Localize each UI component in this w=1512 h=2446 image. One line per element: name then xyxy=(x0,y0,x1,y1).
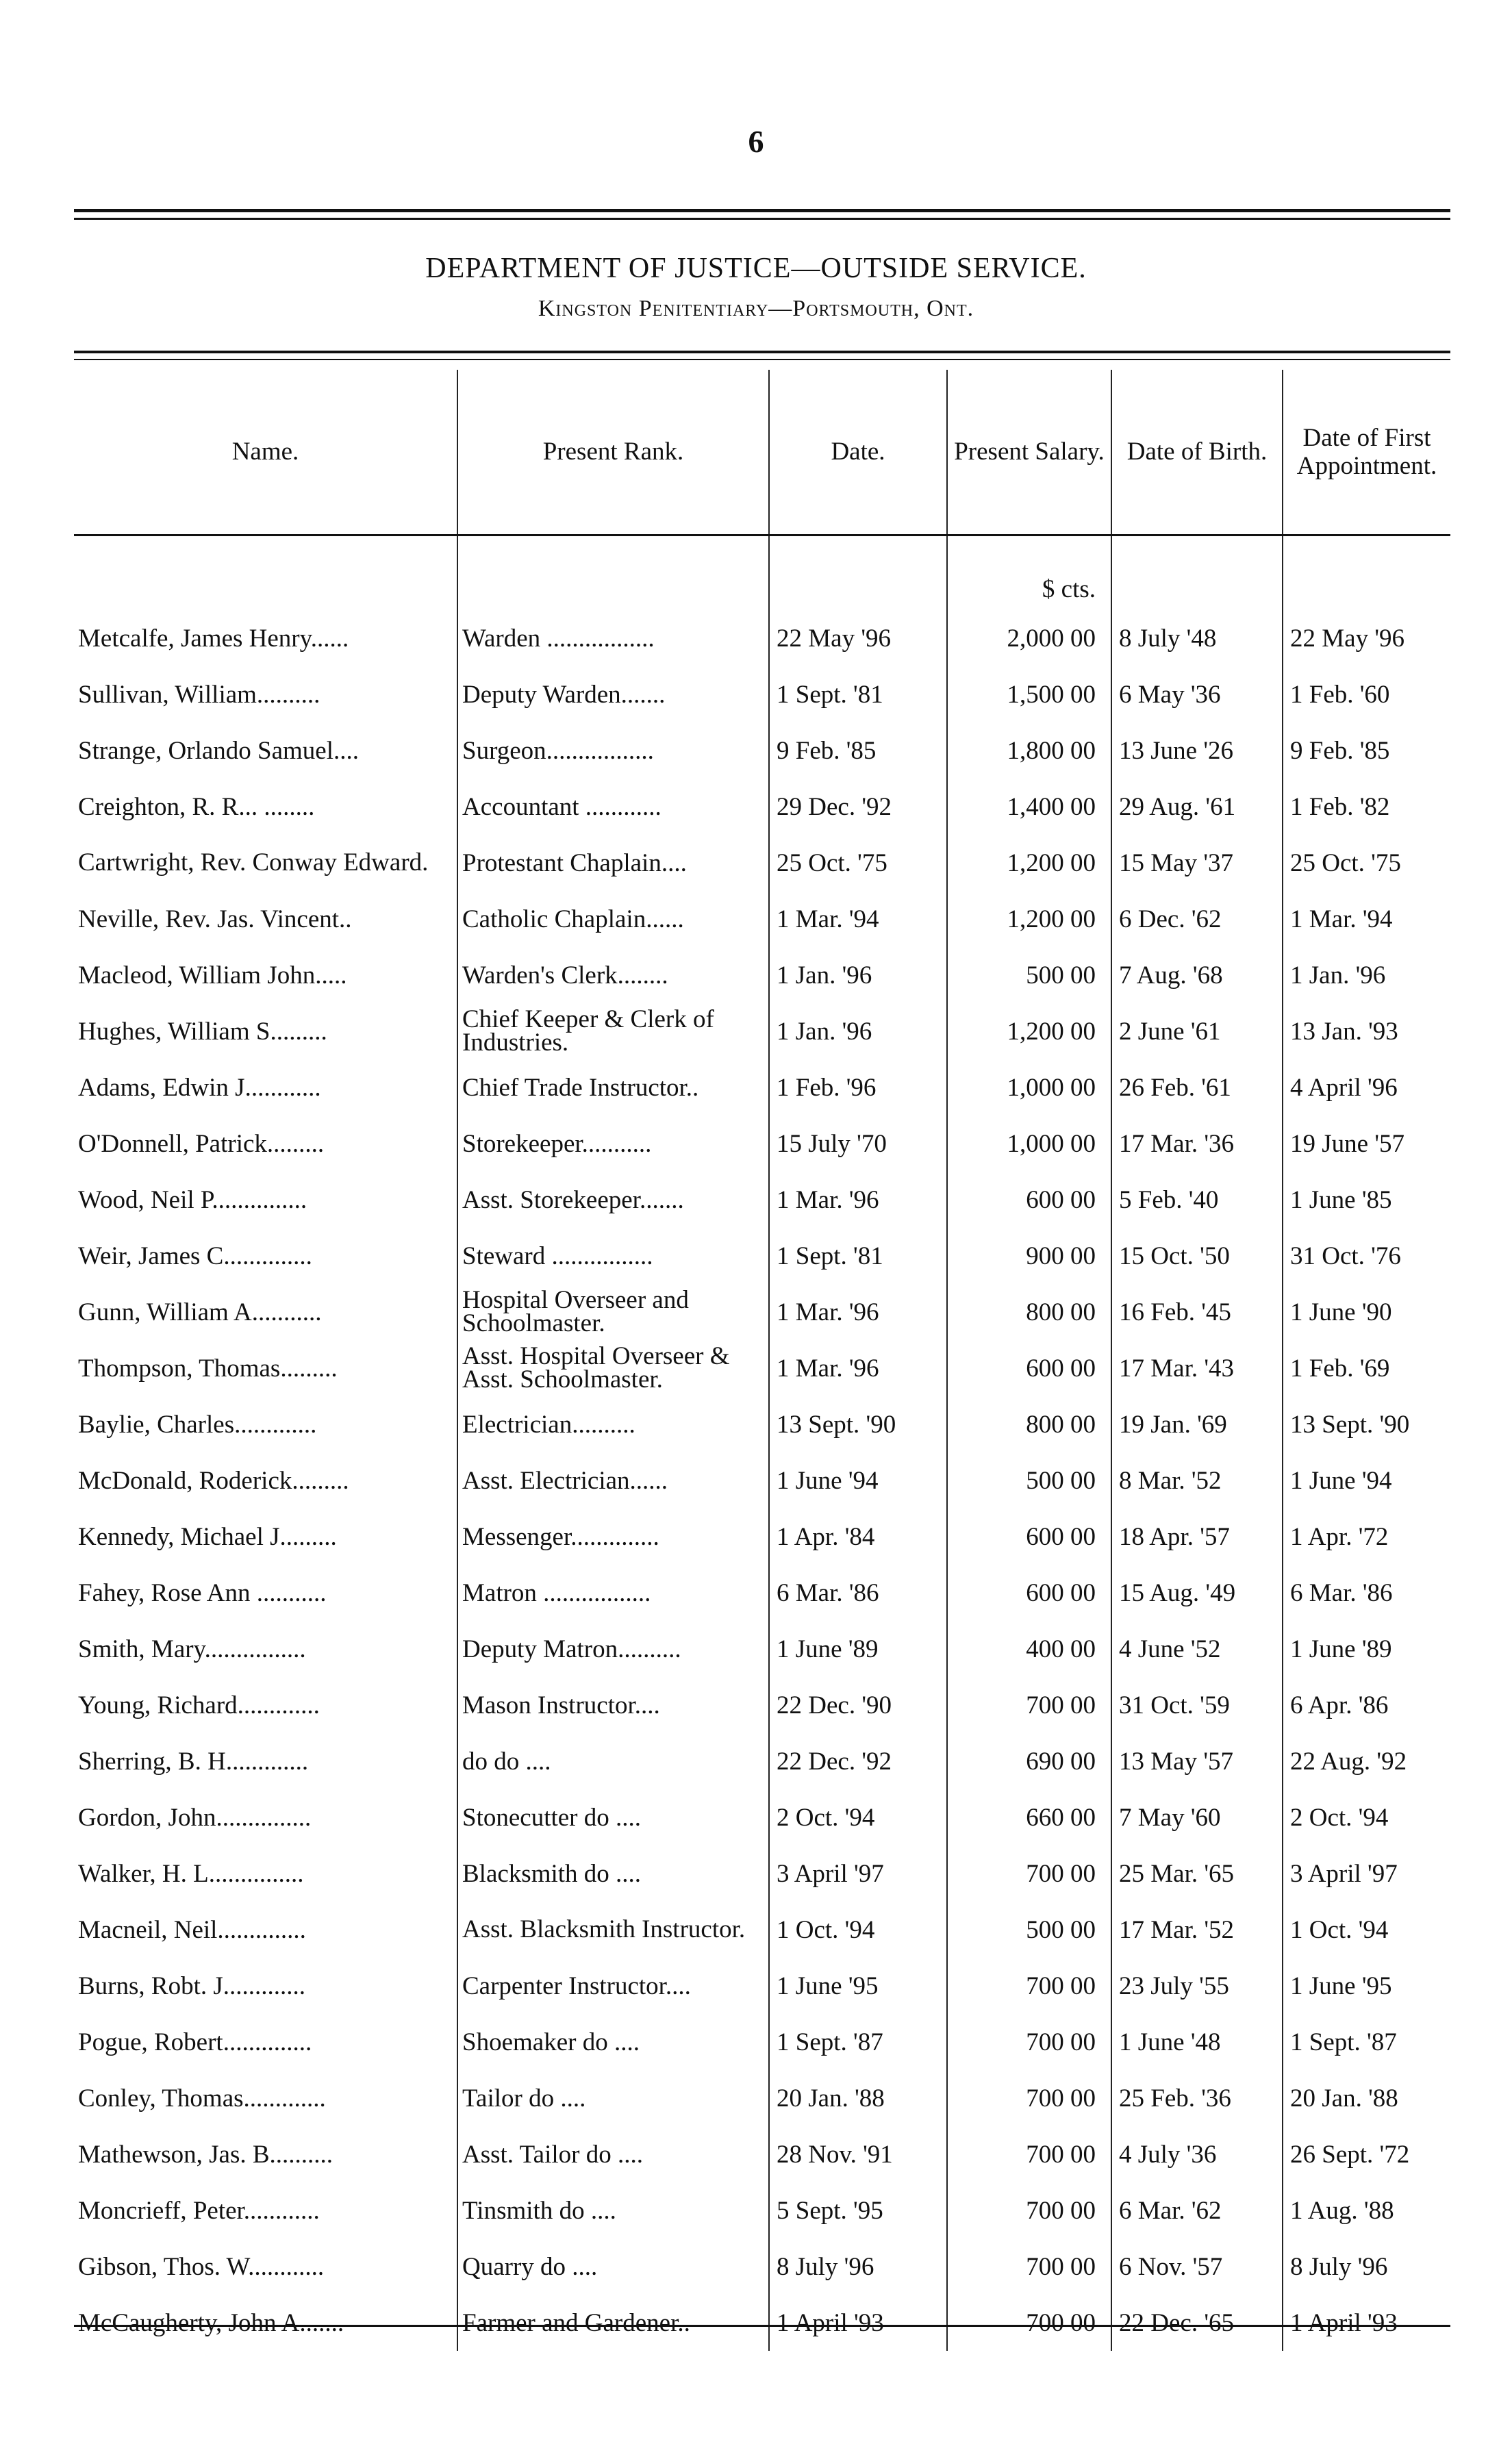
rank-cell: Accountant ............ xyxy=(457,779,769,835)
date-cell: 1 June '95 xyxy=(769,1958,947,2014)
birth-date-cell: 31 Oct. '59 xyxy=(1111,1677,1283,1733)
column-header-rank: Present Rank. xyxy=(457,370,769,535)
salary-cell: 1,000 00 xyxy=(947,1059,1111,1115)
appointment-date-cell: 1 Oct. '94 xyxy=(1283,1902,1450,1958)
rank-cell: Asst. Blacksmith Instructor. xyxy=(457,1902,769,1958)
date-cell: 22 Dec. '92 xyxy=(769,1733,947,1789)
birth-date-cell: 6 Dec. '62 xyxy=(1111,891,1283,947)
column-header-birth: Date of Birth. xyxy=(1111,370,1283,535)
rank-cell: Protestant Chaplain.... xyxy=(457,835,769,891)
table-row xyxy=(74,610,1450,666)
table-row xyxy=(74,1228,1450,1284)
appointment-date-cell: 1 June '94 xyxy=(1283,1452,1450,1509)
rank-cell: Chief Keeper & Clerk of Industries. xyxy=(457,1003,769,1059)
table-row xyxy=(74,1059,1450,1115)
table-row xyxy=(74,1845,1450,1902)
name-cell: Sherring, B. H............. xyxy=(78,1747,309,1776)
birth-date-cell: 19 Jan. '69 xyxy=(1111,1396,1283,1452)
rank-cell: Farmer and Gardener.. xyxy=(457,2295,769,2351)
date-cell: 1 June '89 xyxy=(769,1621,947,1677)
units-spacer xyxy=(1283,535,1450,611)
units-spacer xyxy=(1111,535,1283,611)
table-row xyxy=(74,1509,1450,1565)
table-row xyxy=(74,1115,1450,1172)
rank-cell: Hospital Overseer and Schoolmaster. xyxy=(457,1284,769,1340)
name-cell: McCaugherty, John A....... xyxy=(78,2308,344,2337)
column-header-name: Name. xyxy=(74,370,457,535)
table-row xyxy=(74,1902,1450,1958)
rank-cell: Asst. Hospital Overseer & Asst. Schoolmaster. xyxy=(457,1340,769,1396)
salary-cell: 800 00 xyxy=(947,1284,1111,1340)
date-cell: 28 Nov. '91 xyxy=(769,2126,947,2182)
salary-cell: 700 00 xyxy=(947,2070,1111,2126)
rank-cell: Asst. Storekeeper....... xyxy=(457,1172,769,1228)
appointment-date-cell: 8 July '96 xyxy=(1283,2239,1450,2295)
name-cell: Adams, Edwin J............ xyxy=(78,1073,321,1102)
units-spacer xyxy=(74,535,457,611)
rank-cell: Storekeeper........... xyxy=(457,1115,769,1172)
birth-date-cell: 13 May '57 xyxy=(1111,1733,1283,1789)
appointment-date-cell: 31 Oct. '76 xyxy=(1283,1228,1450,1284)
rank-cell: Warden ................. xyxy=(457,610,769,666)
name-cell: Conley, Thomas............. xyxy=(78,2084,326,2113)
appointment-date-cell: 1 Apr. '72 xyxy=(1283,1509,1450,1565)
name-cell: Young, Richard............. xyxy=(78,1691,320,1719)
birth-date-cell: 7 Aug. '68 xyxy=(1111,947,1283,1003)
rank-cell: Tailor do .... xyxy=(457,2070,769,2126)
name-cell: Gordon, John............... xyxy=(78,1803,312,1832)
table-row xyxy=(74,1172,1450,1228)
appointment-date-cell: 13 Jan. '93 xyxy=(1283,1003,1450,1059)
birth-date-cell: 22 Dec. '65 xyxy=(1111,2295,1283,2351)
page-title: DEPARTMENT OF JUSTICE—OUTSIDE SERVICE. xyxy=(425,253,1087,284)
rank-cell: Chief Trade Instructor.. xyxy=(457,1059,769,1115)
date-cell: 5 Sept. '95 xyxy=(769,2182,947,2239)
date-cell: 13 Sept. '90 xyxy=(769,1396,947,1452)
name-cell: Burns, Robt. J............. xyxy=(78,1971,306,2000)
salary-cell: 1,800 00 xyxy=(947,722,1111,779)
date-cell: 9 Feb. '85 xyxy=(769,722,947,779)
salary-cell: 700 00 xyxy=(947,1845,1111,1902)
page-subtitle: Kingston Penitentiary—Portsmouth, Ont. xyxy=(538,296,974,321)
date-cell: 2 Oct. '94 xyxy=(769,1789,947,1845)
rank-cell: Shoemaker do .... xyxy=(457,2014,769,2070)
appointment-date-cell: 1 Aug. '88 xyxy=(1283,2182,1450,2239)
appointment-date-cell: 22 Aug. '92 xyxy=(1283,1733,1450,1789)
date-cell: 25 Oct. '75 xyxy=(769,835,947,891)
birth-date-cell: 17 Mar. '43 xyxy=(1111,1340,1283,1396)
date-cell: 1 April '93 xyxy=(769,2295,947,2351)
column-header-date: Date. xyxy=(769,370,947,535)
date-cell: 1 Jan. '96 xyxy=(769,1003,947,1059)
salary-cell: 600 00 xyxy=(947,1340,1111,1396)
rank-cell: Surgeon................. xyxy=(457,722,769,779)
appointment-date-cell: 1 Sept. '87 xyxy=(1283,2014,1450,2070)
rank-cell: Warden's Clerk........ xyxy=(457,947,769,1003)
table-row xyxy=(74,1958,1450,2014)
name-cell: Creighton, R. R... ........ xyxy=(78,792,315,821)
salary-cell: 400 00 xyxy=(947,1621,1111,1677)
appointment-date-cell: 22 May '96 xyxy=(1283,610,1450,666)
appointment-date-cell: 26 Sept. '72 xyxy=(1283,2126,1450,2182)
salary-cell: 600 00 xyxy=(947,1565,1111,1621)
table-row xyxy=(74,1789,1450,1845)
date-cell: 1 Sept. '81 xyxy=(769,1228,947,1284)
appointment-date-cell: 1 Feb. '82 xyxy=(1283,779,1450,835)
table-row xyxy=(74,779,1450,835)
table-row xyxy=(74,1677,1450,1733)
appointment-date-cell: 1 June '85 xyxy=(1283,1172,1450,1228)
column-header-salary: Present Salary. xyxy=(947,370,1111,535)
salary-cell: 700 00 xyxy=(947,2014,1111,2070)
salary-cell: 700 00 xyxy=(947,2295,1111,2351)
date-cell: 1 Sept. '81 xyxy=(769,666,947,722)
table-row xyxy=(74,1452,1450,1509)
name-cell: Wood, Neil P............... xyxy=(78,1185,307,1214)
name-cell: Neville, Rev. Jas. Vincent.. xyxy=(78,905,352,933)
table-row xyxy=(74,2014,1450,2070)
date-cell: 1 Apr. '84 xyxy=(769,1509,947,1565)
date-cell: 1 Oct. '94 xyxy=(769,1902,947,1958)
birth-date-cell: 15 Aug. '49 xyxy=(1111,1565,1283,1621)
name-cell: Fahey, Rose Ann ........... xyxy=(78,1578,327,1607)
rank-cell: Messenger.............. xyxy=(457,1509,769,1565)
appointment-date-cell: 4 April '96 xyxy=(1283,1059,1450,1115)
table-row xyxy=(74,2239,1450,2295)
table-row xyxy=(74,891,1450,947)
birth-date-cell: 8 July '48 xyxy=(1111,610,1283,666)
table-body xyxy=(74,535,1450,2352)
birth-date-cell: 7 May '60 xyxy=(1111,1789,1283,1845)
table-row xyxy=(74,1284,1450,1340)
table-row xyxy=(74,2182,1450,2239)
salary-cell: 2,000 00 xyxy=(947,610,1111,666)
salary-cell: 660 00 xyxy=(947,1789,1111,1845)
name-cell: Weir, James C.............. xyxy=(78,1241,312,1270)
birth-date-cell: 4 June '52 xyxy=(1111,1621,1283,1677)
salary-cell: 1,200 00 xyxy=(947,1003,1111,1059)
birth-date-cell: 17 Mar. '52 xyxy=(1111,1902,1283,1958)
units-spacer xyxy=(769,535,947,611)
rank-cell: Carpenter Instructor.... xyxy=(457,1958,769,2014)
name-cell: Baylie, Charles............. xyxy=(78,1410,317,1439)
name-cell: Thompson, Thomas......... xyxy=(78,1354,338,1383)
table-row xyxy=(74,666,1450,722)
birth-date-cell: 16 Feb. '45 xyxy=(1111,1284,1283,1340)
date-cell: 1 Mar. '96 xyxy=(769,1340,947,1396)
appointment-date-cell: 6 Apr. '86 xyxy=(1283,1677,1450,1733)
table-header-row xyxy=(74,370,1450,535)
date-cell: 1 Feb. '96 xyxy=(769,1059,947,1115)
birth-date-cell: 25 Feb. '36 xyxy=(1111,2070,1283,2126)
salary-cell: 600 00 xyxy=(947,1509,1111,1565)
appointment-date-cell: 3 April '97 xyxy=(1283,1845,1450,1902)
table-row xyxy=(74,947,1450,1003)
salary-cell: 690 00 xyxy=(947,1733,1111,1789)
appointment-date-cell: 1 Jan. '96 xyxy=(1283,947,1450,1003)
date-cell: 1 Mar. '94 xyxy=(769,891,947,947)
salary-cell: 900 00 xyxy=(947,1228,1111,1284)
salary-cell: 500 00 xyxy=(947,1902,1111,1958)
table-row xyxy=(74,2070,1450,2126)
units-row xyxy=(74,535,1450,611)
rank-cell: Quarry do .... xyxy=(457,2239,769,2295)
top-rule-thin xyxy=(74,218,1450,220)
name-cell: Macneil, Neil.............. xyxy=(78,1915,306,1944)
date-cell: 8 July '96 xyxy=(769,2239,947,2295)
salary-cell: 1,200 00 xyxy=(947,891,1111,947)
appointment-date-cell: 1 June '95 xyxy=(1283,1958,1450,2014)
column-header-appointment: Date of First Appointment. xyxy=(1283,370,1450,535)
rank-cell: Tinsmith do .... xyxy=(457,2182,769,2239)
birth-date-cell: 18 Apr. '57 xyxy=(1111,1509,1283,1565)
rank-cell: do do .... xyxy=(457,1733,769,1789)
rank-cell: Stonecutter do .... xyxy=(457,1789,769,1845)
salary-cell: 1,200 00 xyxy=(947,835,1111,891)
appointment-date-cell: 19 June '57 xyxy=(1283,1115,1450,1172)
table-row xyxy=(74,1340,1450,1396)
appointment-date-cell: 2 Oct. '94 xyxy=(1283,1789,1450,1845)
bottom-rule xyxy=(74,2325,1450,2327)
birth-date-cell: 15 May '37 xyxy=(1111,835,1283,891)
name-cell: Macleod, William John..... xyxy=(78,961,347,989)
birth-date-cell: 15 Oct. '50 xyxy=(1111,1228,1283,1284)
date-cell: 29 Dec. '92 xyxy=(769,779,947,835)
salary-cell: 500 00 xyxy=(947,947,1111,1003)
birth-date-cell: 1 June '48 xyxy=(1111,2014,1283,2070)
rank-cell: Deputy Matron.......... xyxy=(457,1621,769,1677)
rank-cell: Mason Instructor.... xyxy=(457,1677,769,1733)
appointment-date-cell: 6 Mar. '86 xyxy=(1283,1565,1450,1621)
appointment-date-cell: 25 Oct. '75 xyxy=(1283,835,1450,891)
salary-cell: 1,500 00 xyxy=(947,666,1111,722)
name-cell: Strange, Orlando Samuel.... xyxy=(78,736,359,765)
birth-date-cell: 26 Feb. '61 xyxy=(1111,1059,1283,1115)
rank-cell: Catholic Chaplain...... xyxy=(457,891,769,947)
birth-date-cell: 2 June '61 xyxy=(1111,1003,1283,1059)
name-cell: Kennedy, Michael J......... xyxy=(78,1522,337,1551)
date-cell: 1 Jan. '96 xyxy=(769,947,947,1003)
salary-units: $ cts. xyxy=(947,535,1111,611)
salary-cell: 1,000 00 xyxy=(947,1115,1111,1172)
name-cell: Gibson, Thos. W............ xyxy=(78,2252,325,2281)
date-cell: 1 Sept. '87 xyxy=(769,2014,947,2070)
date-cell: 6 Mar. '86 xyxy=(769,1565,947,1621)
salary-cell: 700 00 xyxy=(947,2126,1111,2182)
name-cell: Hughes, William S......... xyxy=(78,1017,327,1046)
birth-date-cell: 23 July '55 xyxy=(1111,1958,1283,2014)
rank-cell: Electrician.......... xyxy=(457,1396,769,1452)
table-row xyxy=(74,1621,1450,1677)
date-cell: 1 June '94 xyxy=(769,1452,947,1509)
birth-date-cell: 29 Aug. '61 xyxy=(1111,779,1283,835)
table-row xyxy=(74,722,1450,779)
rank-cell: Asst. Tailor do .... xyxy=(457,2126,769,2182)
appointment-date-cell: 1 June '90 xyxy=(1283,1284,1450,1340)
page-number: 6 xyxy=(748,124,764,159)
appointment-date-cell: 20 Jan. '88 xyxy=(1283,2070,1450,2126)
name-cell: Walker, H. L............... xyxy=(78,1859,304,1888)
appointment-date-cell: 13 Sept. '90 xyxy=(1283,1396,1450,1452)
date-cell: 22 Dec. '90 xyxy=(769,1677,947,1733)
name-cell: Cartwright, Rev. Conway Edward. xyxy=(78,848,429,877)
name-cell: McDonald, Roderick......... xyxy=(78,1466,349,1495)
birth-date-cell: 8 Mar. '52 xyxy=(1111,1452,1283,1509)
name-cell: Gunn, William A........... xyxy=(78,1298,322,1326)
table-row xyxy=(74,1733,1450,1789)
table-row xyxy=(74,1565,1450,1621)
table-row xyxy=(74,1003,1450,1059)
birth-date-cell: 6 Nov. '57 xyxy=(1111,2239,1283,2295)
salary-cell: 700 00 xyxy=(947,2182,1111,2239)
name-cell: Metcalfe, James Henry...... xyxy=(78,624,349,653)
rank-cell: Asst. Electrician...... xyxy=(457,1452,769,1509)
top-rule xyxy=(74,209,1450,212)
rank-cell: Matron ................. xyxy=(457,1565,769,1621)
name-cell: Smith, Mary................ xyxy=(78,1635,306,1663)
rank-cell: Steward ................ xyxy=(457,1228,769,1284)
appointment-date-cell: 1 Feb. '60 xyxy=(1283,666,1450,722)
date-cell: 20 Jan. '88 xyxy=(769,2070,947,2126)
date-cell: 3 April '97 xyxy=(769,1845,947,1902)
appointment-date-cell: 9 Feb. '85 xyxy=(1283,722,1450,779)
name-cell: Sullivan, William.......... xyxy=(78,680,320,709)
birth-date-cell: 5 Feb. '40 xyxy=(1111,1172,1283,1228)
table-row xyxy=(74,2126,1450,2182)
appointment-date-cell: 1 Mar. '94 xyxy=(1283,891,1450,947)
rank-cell: Blacksmith do .... xyxy=(457,1845,769,1902)
salary-cell: 1,400 00 xyxy=(947,779,1111,835)
appointment-date-cell: 1 June '89 xyxy=(1283,1621,1450,1677)
salary-cell: 700 00 xyxy=(947,2239,1111,2295)
birth-date-cell: 4 July '36 xyxy=(1111,2126,1283,2182)
date-cell: 1 Mar. '96 xyxy=(769,1172,947,1228)
appointment-date-cell: 1 Feb. '69 xyxy=(1283,1340,1450,1396)
date-cell: 22 May '96 xyxy=(769,610,947,666)
header-rule-thin xyxy=(74,359,1450,360)
date-cell: 1 Mar. '96 xyxy=(769,1284,947,1340)
staff-table xyxy=(74,370,1450,2351)
salary-cell: 700 00 xyxy=(947,1677,1111,1733)
salary-cell: 700 00 xyxy=(947,1958,1111,2014)
header-rule xyxy=(74,351,1450,353)
table-row xyxy=(74,1396,1450,1452)
birth-date-cell: 17 Mar. '36 xyxy=(1111,1115,1283,1172)
name-cell: Moncrieff, Peter............ xyxy=(78,2196,320,2225)
salary-cell: 600 00 xyxy=(947,1172,1111,1228)
birth-date-cell: 6 May '36 xyxy=(1111,666,1283,722)
date-cell: 15 July '70 xyxy=(769,1115,947,1172)
birth-date-cell: 13 June '26 xyxy=(1111,722,1283,779)
name-cell: Pogue, Robert.............. xyxy=(78,2028,312,2056)
salary-cell: 500 00 xyxy=(947,1452,1111,1509)
units-spacer xyxy=(457,535,769,611)
appointment-date-cell: 1 April '93 xyxy=(1283,2295,1450,2351)
table-row xyxy=(74,835,1450,891)
birth-date-cell: 6 Mar. '62 xyxy=(1111,2182,1283,2239)
table-row xyxy=(74,2295,1450,2351)
birth-date-cell: 25 Mar. '65 xyxy=(1111,1845,1283,1902)
rank-cell: Deputy Warden....... xyxy=(457,666,769,722)
name-cell: Mathewson, Jas. B.......... xyxy=(78,2140,333,2169)
salary-cell: 800 00 xyxy=(947,1396,1111,1452)
name-cell: O'Donnell, Patrick......... xyxy=(78,1129,325,1158)
